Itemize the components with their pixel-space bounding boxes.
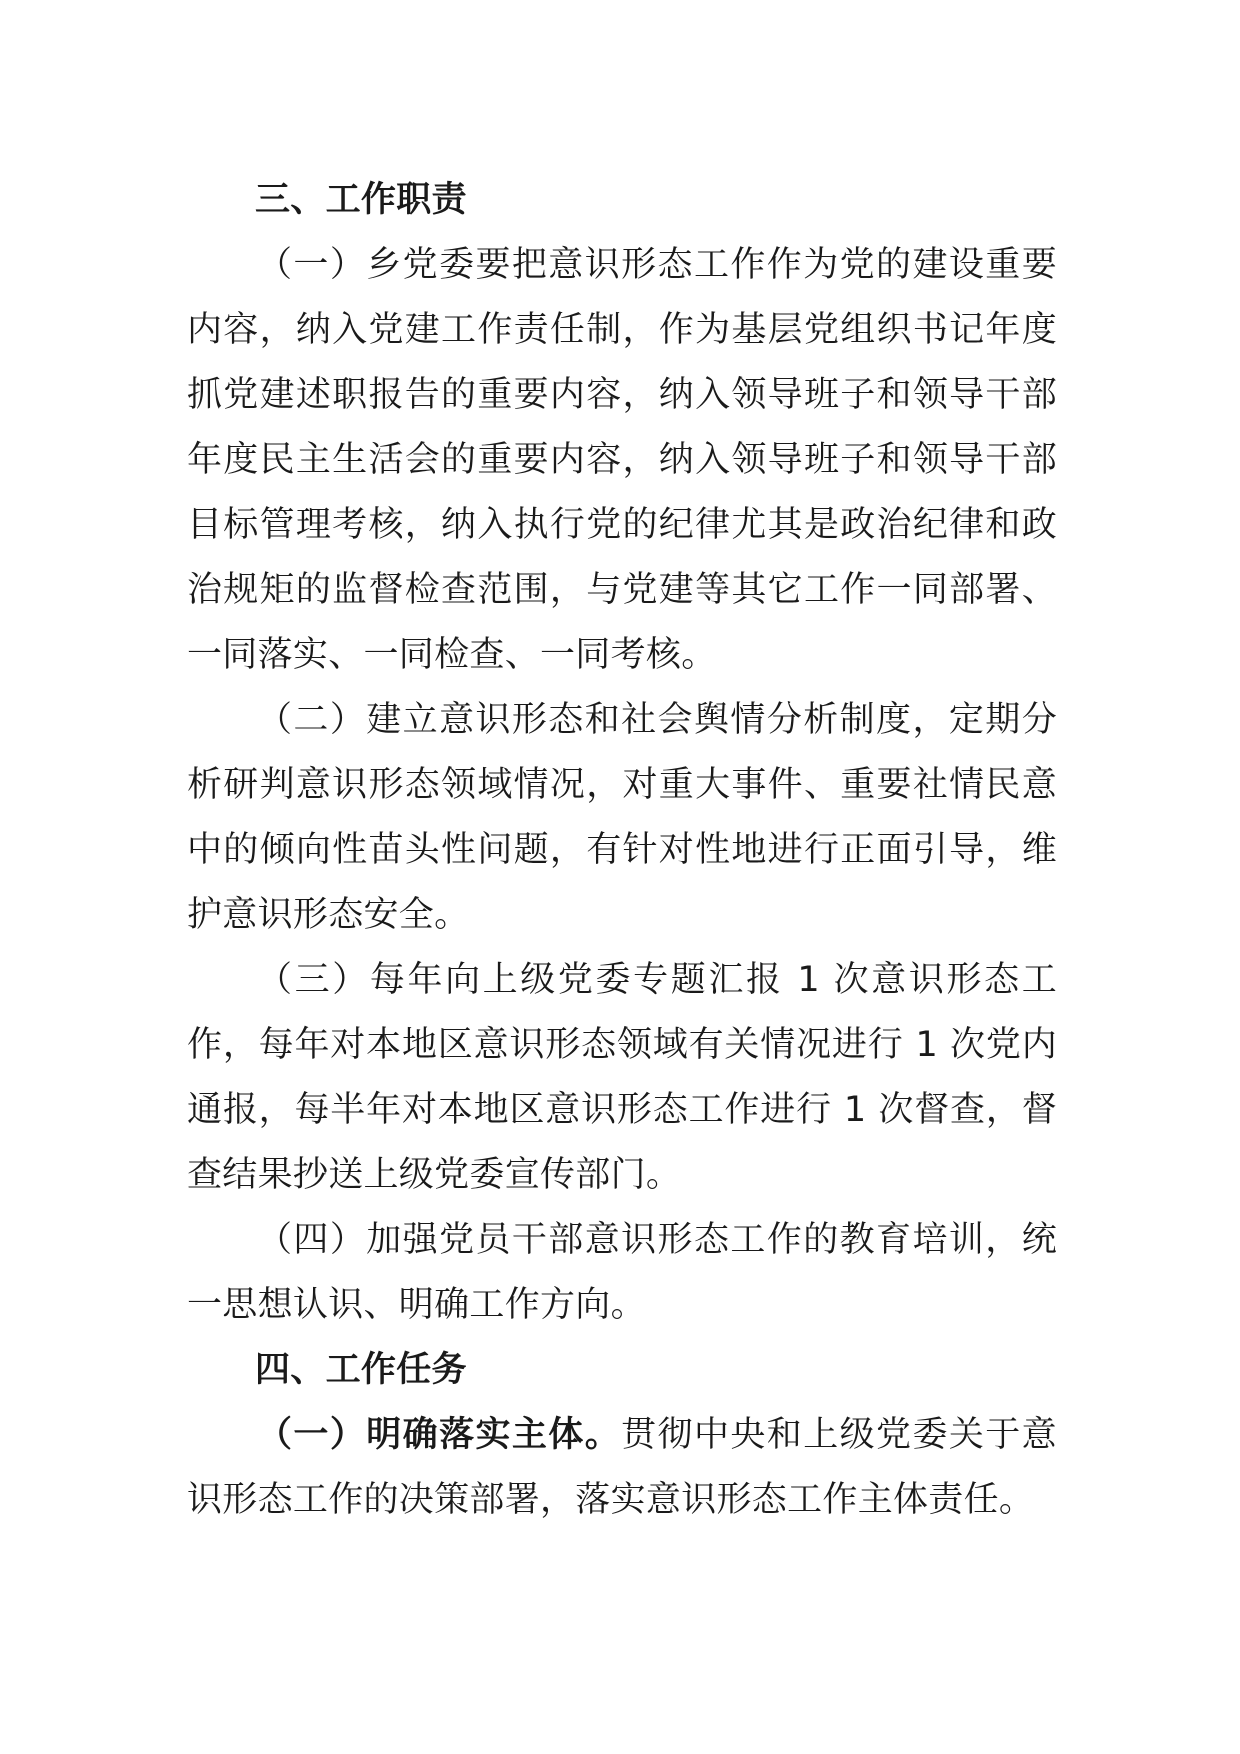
section-heading-duties: 三、工作职责 — [255, 180, 467, 220]
duty-item-1: （一）乡党委要把意识形态工作作为党的建设重要内容，纳入党建工作责任制，作为基层党组织书记年度抓党建述职报告的重要内容，纳入领导班子和领导干部年度民主生活会的重要内容，纳入领导班子和领导干部目标管理考核，纳入执行党的纪律尤其是政治纪律和政治规矩的监督检查范围，与党建等其它工作一同部署、一同落实、一同检查、一同考核。 — [187, 245, 1057, 675]
task-item-1-title: （一）明确落实主体。 — [257, 1415, 622, 1455]
document-body — [187, 168, 1057, 1533]
section-heading-tasks: 四、工作任务 — [255, 1350, 467, 1390]
duty-item-3: （三）每年向上级党委专题汇报 1 次意识形态工作，每年对本地区意识形态领域有关情况进行 1 次党内通报，每半年对本地区意识形态工作进行 1 次督查，督查结果抄送上级党委宣传部门。 — [187, 960, 1057, 1195]
duty-item-4: （四）加强党员干部意识形态工作的教育培训，统一思想认识、明确工作方向。 — [187, 1220, 1057, 1325]
task-item-1-body: 贯彻中央和上级党委关于意识形态工作的决策部署，落实意识形态工作主体责任。 — [187, 1415, 1057, 1520]
task-item-1 — [187, 1403, 1057, 1533]
duty-item-2: （二）建立意识形态和社会舆情分析制度，定期分析研判意识形态领域情况，对重大事件、重要社情民意中的倾向性苗头性问题，有针对性地进行正面引导，维护意识形态安全。 — [187, 700, 1057, 935]
